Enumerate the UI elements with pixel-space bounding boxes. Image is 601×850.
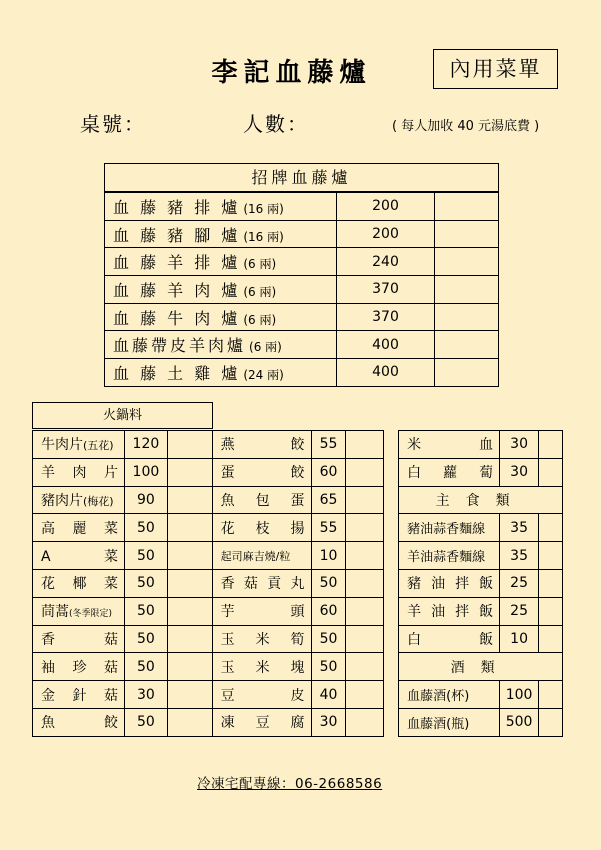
item-name: 羊肉片 <box>41 465 118 482</box>
menu-item-name: 白飯 <box>399 625 500 653</box>
hotpot-item-name: 蛋餃 <box>212 458 311 486</box>
dish-name: 血 藤 羊 肉 爐 <box>113 280 241 300</box>
order-qty-cell <box>346 708 384 736</box>
section-heading: 酒類 <box>399 653 563 681</box>
item-price: 50 <box>124 597 167 625</box>
order-qty-cell <box>167 486 212 514</box>
order-qty-cell <box>539 625 563 653</box>
dish-name-cell <box>105 276 337 304</box>
menu-item-name: 米血 <box>399 431 500 459</box>
hotpot-item-name <box>33 569 125 597</box>
item-price: 120 <box>124 431 167 459</box>
item-price: 35 <box>500 542 539 570</box>
hotpot-staples-drinks-table <box>32 430 563 737</box>
order-qty-cell <box>167 542 212 570</box>
hotpot-item-name <box>33 597 125 625</box>
menu-item-name: 豬油蒜香麵線 <box>399 514 500 542</box>
dish-weight: (16 兩) <box>243 229 284 244</box>
item-price: 60 <box>311 597 346 625</box>
column-gap <box>384 597 399 625</box>
item-price: 10 <box>500 625 539 653</box>
order-qty-cell <box>167 458 212 486</box>
menu-row <box>33 653 563 681</box>
order-qty-cell <box>435 193 499 221</box>
item-name: 魚餃 <box>41 715 118 732</box>
order-qty-cell <box>346 542 384 570</box>
dish-name: 血 藤 牛 肉 爐 <box>113 308 241 328</box>
item-price: 30 <box>124 681 167 709</box>
column-gap <box>384 514 399 542</box>
menu-item-name: 豬油拌飯 <box>399 569 500 597</box>
signature-row <box>105 193 499 221</box>
dine-in-badge: 內用菜單 <box>433 49 558 89</box>
column-gap <box>384 486 399 514</box>
dish-name: 血 藤 土 雞 爐 <box>113 363 241 383</box>
menu-row <box>33 542 563 570</box>
dish-price: 200 <box>337 220 435 248</box>
dish-price: 240 <box>337 248 435 276</box>
order-qty-cell <box>346 597 384 625</box>
order-qty-cell <box>435 276 499 304</box>
item-price: 30 <box>500 458 539 486</box>
item-price: 50 <box>124 708 167 736</box>
dish-name: 血藤帶皮羊肉爐 <box>113 336 247 356</box>
order-qty-cell <box>435 220 499 248</box>
dish-name-cell <box>105 303 337 331</box>
hotpot-item-name: 起司麻吉燒/粒 <box>212 542 311 570</box>
order-qty-cell <box>346 653 384 681</box>
dish-name: 血 藤 羊 排 爐 <box>113 253 241 273</box>
order-qty-cell <box>346 458 384 486</box>
menu-row <box>33 681 563 709</box>
column-gap <box>384 569 399 597</box>
dish-weight: (24 兩) <box>243 367 284 382</box>
menu-item-name: 血藤酒(杯) <box>399 681 500 709</box>
hotpot-item-name <box>33 708 125 736</box>
order-qty-cell <box>167 653 212 681</box>
menu-row <box>33 486 563 514</box>
dish-weight: (16 兩) <box>243 201 284 216</box>
order-qty-cell <box>435 248 499 276</box>
order-qty-cell <box>539 458 563 486</box>
signature-row <box>105 248 499 276</box>
hotpot-heading: 火鍋料 <box>32 402 213 429</box>
dish-name-cell <box>105 220 337 248</box>
order-qty-cell <box>539 681 563 709</box>
signature-row <box>105 331 499 359</box>
signature-row <box>105 220 499 248</box>
signature-table <box>104 192 499 387</box>
signature-heading: 招牌血藤爐 <box>104 163 499 192</box>
order-qty-cell <box>167 569 212 597</box>
dish-weight: (6 兩) <box>243 312 277 327</box>
item-price: 50 <box>124 542 167 570</box>
hotpot-item-name: 玉米筍 <box>212 625 311 653</box>
dish-weight: (6 兩) <box>243 257 277 272</box>
signature-row <box>105 359 499 387</box>
order-qty-cell <box>346 625 384 653</box>
party-size-label: 人數： <box>243 112 309 136</box>
order-qty-cell <box>346 431 384 459</box>
item-name: 豬肉片 <box>41 492 83 509</box>
order-qty-cell <box>167 625 212 653</box>
hotpot-item-name: 香菇貢丸 <box>212 569 311 597</box>
item-price: 90 <box>124 486 167 514</box>
item-note: (冬季限定) <box>69 609 113 620</box>
item-price: 65 <box>311 486 346 514</box>
menu-item-name: 血藤酒(瓶) <box>399 708 500 736</box>
item-price: 25 <box>500 569 539 597</box>
menu-title: 李記血藤爐 <box>211 58 372 88</box>
item-name: 金針菇 <box>41 687 118 704</box>
item-name: 香菇 <box>41 631 118 648</box>
item-price: 25 <box>500 597 539 625</box>
order-qty-cell <box>539 542 563 570</box>
item-price: 100 <box>124 458 167 486</box>
order-qty-cell <box>435 303 499 331</box>
order-qty-cell <box>167 597 212 625</box>
delivery-hotline: 冷凍宅配專線：06-2668586 <box>197 776 383 792</box>
item-price: 50 <box>124 625 167 653</box>
order-qty-cell <box>346 486 384 514</box>
item-price: 30 <box>311 708 346 736</box>
hotpot-item-name: 玉米塊 <box>212 653 311 681</box>
hotpot-item-name: 魚包蛋 <box>212 486 311 514</box>
order-qty-cell <box>539 514 563 542</box>
hotpot-item-name: 豆皮 <box>212 681 311 709</box>
hotpot-item-name <box>33 486 125 514</box>
menu-row <box>33 569 563 597</box>
item-price: 40 <box>311 681 346 709</box>
hotpot-item-name <box>33 542 125 570</box>
order-qty-cell <box>539 708 563 736</box>
item-price: 50 <box>124 514 167 542</box>
signature-row <box>105 276 499 304</box>
hotpot-item-name <box>33 458 125 486</box>
column-gap <box>384 653 399 681</box>
item-price: 50 <box>124 653 167 681</box>
item-price: 55 <box>311 514 346 542</box>
item-note: (五花) <box>83 439 114 453</box>
dish-weight: (6 兩) <box>243 284 277 299</box>
dish-price: 400 <box>337 359 435 387</box>
order-qty-cell <box>435 331 499 359</box>
item-note: (梅花) <box>83 494 114 508</box>
signature-row <box>105 303 499 331</box>
item-price: 55 <box>311 431 346 459</box>
order-qty-cell <box>346 569 384 597</box>
hotpot-item-name: 燕餃 <box>212 431 311 459</box>
order-qty-cell <box>167 431 212 459</box>
order-qty-cell <box>435 359 499 387</box>
section-heading: 主食類 <box>399 486 563 514</box>
menu-item-name: 羊油蒜香麵線 <box>399 542 500 570</box>
item-name: A菜 <box>41 548 118 565</box>
dish-weight: (6 兩) <box>249 340 282 355</box>
item-name: 袖珍菇 <box>41 659 118 676</box>
menu-row <box>33 597 563 625</box>
item-price: 100 <box>500 681 539 709</box>
column-gap <box>384 431 399 459</box>
item-price: 500 <box>500 708 539 736</box>
hotpot-item-name <box>33 625 125 653</box>
hotpot-item-name <box>33 431 125 459</box>
hotpot-item-name <box>33 681 125 709</box>
order-qty-cell <box>346 681 384 709</box>
item-name: 花椰菜 <box>41 576 118 593</box>
item-name: 茼蒿 <box>41 604 69 621</box>
item-price: 60 <box>311 458 346 486</box>
menu-row <box>33 625 563 653</box>
item-price: 50 <box>311 625 346 653</box>
dish-name-cell <box>105 331 337 359</box>
menu-row <box>33 514 563 542</box>
soup-fee-note: ( 每人加收 40 元湯底費 ) <box>392 119 540 134</box>
order-qty-cell <box>539 569 563 597</box>
item-price: 50 <box>311 569 346 597</box>
dish-price: 200 <box>337 193 435 221</box>
order-qty-cell <box>539 597 563 625</box>
dish-name-cell <box>105 359 337 387</box>
order-qty-cell <box>167 514 212 542</box>
item-price: 10 <box>311 542 346 570</box>
dish-name-cell <box>105 193 337 221</box>
dish-price: 370 <box>337 303 435 331</box>
menu-item-name: 羊油拌飯 <box>399 597 500 625</box>
order-qty-cell <box>167 708 212 736</box>
column-gap <box>384 458 399 486</box>
column-gap <box>384 625 399 653</box>
item-name: 高麗菜 <box>41 520 118 537</box>
dish-name-cell <box>105 248 337 276</box>
item-price: 50 <box>311 653 346 681</box>
menu-row <box>33 431 563 459</box>
order-qty-cell <box>346 514 384 542</box>
dish-price: 400 <box>337 331 435 359</box>
hotpot-item-name: 芋頭 <box>212 597 311 625</box>
menu-row <box>33 458 563 486</box>
hotpot-item-name: 凍豆腐 <box>212 708 311 736</box>
column-gap <box>384 708 399 736</box>
hotpot-item-name: 花枝揚 <box>212 514 311 542</box>
column-gap <box>384 681 399 709</box>
hotpot-item-name <box>33 653 125 681</box>
order-qty-cell <box>539 431 563 459</box>
item-name: 牛肉片 <box>41 437 83 454</box>
menu-row <box>33 708 563 736</box>
dish-name: 血 藤 豬 排 爐 <box>113 197 241 217</box>
item-price: 30 <box>500 431 539 459</box>
table-number-label: 桌號： <box>80 112 146 136</box>
item-price: 35 <box>500 514 539 542</box>
dish-price: 370 <box>337 276 435 304</box>
menu-item-name: 白蘿蔔 <box>399 458 500 486</box>
item-price: 50 <box>124 569 167 597</box>
order-qty-cell <box>167 681 212 709</box>
column-gap <box>384 542 399 570</box>
dish-name: 血 藤 豬 腳 爐 <box>113 225 241 245</box>
hotpot-item-name <box>33 514 125 542</box>
